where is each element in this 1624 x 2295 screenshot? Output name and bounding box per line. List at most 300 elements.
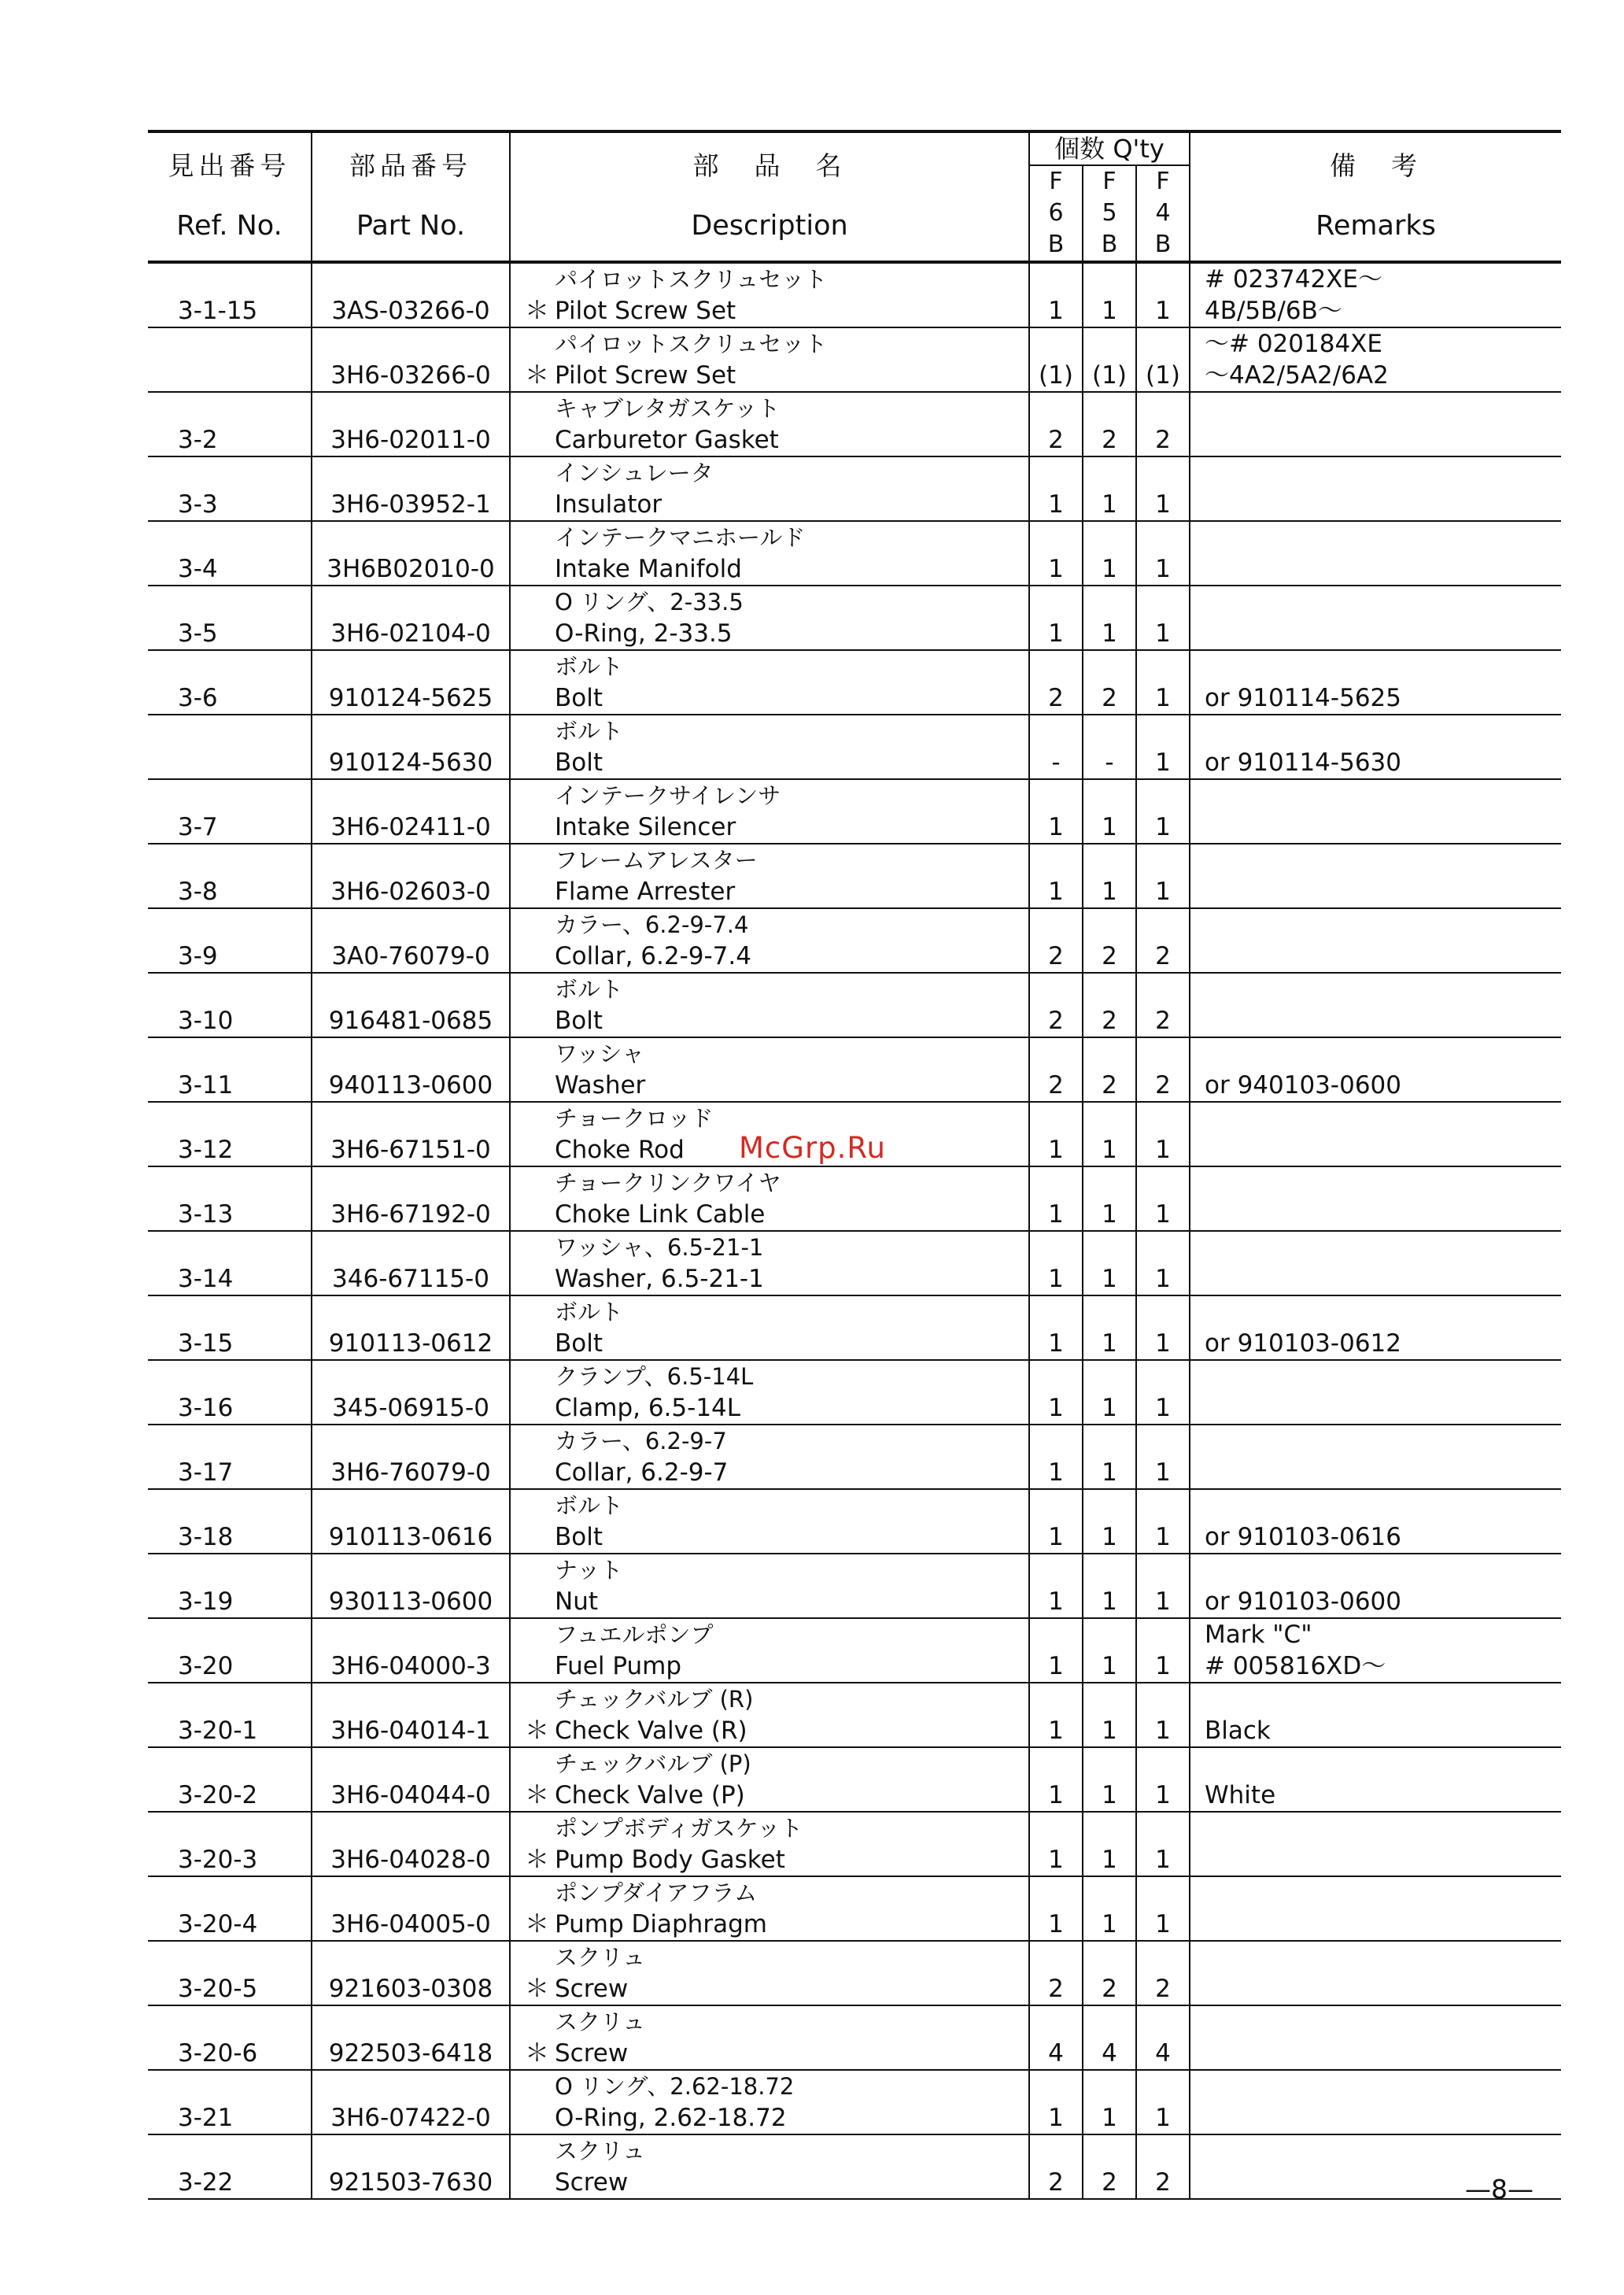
qty-f6b: 2 (1029, 1037, 1083, 1102)
description-jp-text: インテークサイレンサ (555, 782, 781, 809)
remarks (1190, 779, 1561, 844)
ref-no: 3-20-3 (148, 1812, 312, 1876)
qty-f6b: 1 (1029, 1876, 1083, 1941)
description-en-text: Fuel Pump (555, 1652, 681, 1680)
remarks-line-1: 〜# 020184XE (1205, 330, 1382, 358)
description-jp (525, 844, 1028, 876)
remarks-line-2: or 910103-0616 (1205, 1523, 1401, 1551)
header-ref (148, 131, 312, 262)
remarks-line-1 (1205, 1232, 1561, 1263)
remarks-line-1 (1205, 522, 1561, 553)
description-en (525, 489, 1028, 520)
description (510, 1618, 1029, 1683)
description-en-text: Insulator (555, 490, 663, 519)
remarks-line-1 (1205, 2071, 1561, 2102)
description-en-text: Pump Diaphragm (555, 1910, 767, 1938)
remarks (1190, 1941, 1561, 2005)
description-en (525, 295, 1028, 327)
description-en (525, 1650, 1028, 1682)
description-en (525, 1844, 1028, 1876)
qty-f6b: 1 (1029, 779, 1083, 844)
remarks-line-1 (1205, 1167, 1561, 1199)
qty-f4b: 1 (1136, 1231, 1190, 1295)
part-no: 3H6-04014-1 (312, 1683, 510, 1747)
ref-no: 3-19 (148, 1554, 312, 1618)
remarks-line-1: Mark "C" (1205, 1621, 1312, 1649)
ref-no: 3-4 (148, 521, 312, 586)
qty-f4b: 1 (1136, 456, 1190, 521)
qty-f6b-l2: 6 (1048, 199, 1064, 227)
part-no: 3H6-02104-0 (312, 586, 510, 650)
qty-f4b: 2 (1136, 392, 1190, 456)
remarks-line-1 (1205, 1813, 1561, 1844)
description-jp (525, 2006, 1028, 2038)
ref-no: 3-20-2 (148, 1747, 312, 1812)
description-en-text: Carburetor Gasket (555, 426, 779, 454)
remarks-line-2 (1205, 1263, 1561, 1295)
qty-f4b: 1 (1136, 521, 1190, 586)
header-desc-jp: 部 品 名 (692, 150, 847, 181)
table-row (148, 1554, 1561, 1618)
description-en (525, 811, 1028, 843)
table-row (148, 1489, 1561, 1554)
description (510, 1683, 1029, 1747)
ref-no: 3-7 (148, 779, 312, 844)
ref-no: 3-11 (148, 1037, 312, 1102)
description-jp-text: カラー、6.2-9-7 (555, 1428, 727, 1454)
remarks-line-2: Black (1205, 1717, 1271, 1745)
remarks-line-2 (1205, 424, 1561, 456)
part-no: 910124-5625 (312, 650, 510, 715)
remarks-line-2: or 910114-5630 (1205, 748, 1401, 777)
remarks-line-1 (1205, 974, 1561, 1005)
header-part-en: Part No. (356, 210, 466, 242)
description-jp (525, 1942, 1028, 1973)
ref-no: 3-5 (148, 586, 312, 650)
description-en-text: Clamp, 6.5-14L (555, 1394, 741, 1422)
qty-f5b: 1 (1083, 1231, 1136, 1295)
remarks-line-1 (1205, 1942, 1561, 1973)
description-en (525, 1457, 1028, 1488)
qty-f5b: 4 (1083, 2005, 1136, 2070)
qty-f6b: 1 (1029, 1360, 1083, 1425)
ref-no: 3-10 (148, 973, 312, 1037)
qty-f6b: 1 (1029, 1489, 1083, 1554)
part-no: 3H6-76079-0 (312, 1425, 510, 1489)
part-no: 910113-0612 (312, 1295, 510, 1360)
description-en-text: Bolt (555, 684, 603, 712)
remarks (1190, 1037, 1561, 1102)
remarks-line-1 (1205, 1748, 1561, 1779)
description-en (525, 1779, 1028, 1811)
part-no: 3H6-02411-0 (312, 779, 510, 844)
remarks-line-1 (1205, 457, 1561, 489)
remarks (1190, 1360, 1561, 1425)
part-no: 3H6-04000-3 (312, 1618, 510, 1683)
qty-f4b: 2 (1136, 1037, 1190, 1102)
remarks-line-1 (1205, 844, 1561, 876)
description (510, 2005, 1029, 2070)
remarks (1190, 392, 1561, 456)
description (510, 1360, 1029, 1425)
table-row (148, 844, 1561, 908)
qty-f4b: 1 (1136, 1360, 1190, 1425)
qty-f5b: 1 (1083, 1425, 1136, 1489)
remarks-line-2: White (1205, 1781, 1276, 1809)
table-row (148, 2070, 1561, 2134)
table-row (148, 327, 1561, 392)
ref-no: 3-16 (148, 1360, 312, 1425)
header-part-jp: 部品番号 (349, 150, 472, 181)
watermark-text: McGrp.Ru (739, 1131, 886, 1165)
description-jp (525, 264, 1028, 295)
description-jp-text: ワッシャ、6.5-21-1 (555, 1234, 764, 1261)
remarks (1190, 1231, 1561, 1295)
header-qty-title: 個数 Q'ty (1029, 131, 1190, 165)
description-jp (525, 2071, 1028, 2102)
remarks-line-1 (1205, 715, 1561, 747)
remarks (1190, 844, 1561, 908)
description (510, 973, 1029, 1037)
description-en (525, 1521, 1028, 1553)
qty-f4b: 1 (1136, 1683, 1190, 1747)
remarks (1190, 586, 1561, 650)
part-no: 346-67115-0 (312, 1231, 510, 1295)
description-en-text: Bolt (555, 1007, 603, 1035)
ref-no: 3-9 (148, 908, 312, 973)
part-no: 921603-0308 (312, 1941, 510, 2005)
remarks (1190, 908, 1561, 973)
part-no: 3H6-67151-0 (312, 1102, 510, 1166)
remarks-line-2 (1205, 1909, 1561, 1940)
remarks-line-2 (1205, 1134, 1561, 1166)
remarks-line-1 (1205, 1103, 1561, 1134)
description-jp-text: チェックバルブ (R) (555, 1686, 754, 1713)
description-jp (525, 522, 1028, 553)
qty-f5b: 1 (1083, 586, 1136, 650)
qty-f6b: 1 (1029, 586, 1083, 650)
remarks-line-2: 4B/5B/6B〜 (1205, 297, 1342, 325)
qty-f5b: 1 (1083, 1876, 1136, 1941)
description-en (525, 1715, 1028, 1746)
remarks-line-2: or 910103-0600 (1205, 1587, 1401, 1616)
table-row (148, 1941, 1561, 2005)
qty-f5b: (1) (1083, 327, 1136, 392)
description-jp (525, 1619, 1028, 1650)
page-number: —8— (1465, 2174, 1534, 2204)
remarks-line-2 (1205, 2102, 1561, 2134)
description (510, 1231, 1029, 1295)
qty-f5b: 2 (1083, 1037, 1136, 1102)
qty-f5b: 1 (1083, 1812, 1136, 1876)
description-en-text: Pilot Screw Set (555, 361, 736, 390)
part-no: 3H6-02603-0 (312, 844, 510, 908)
part-no: 921503-7630 (312, 2134, 510, 2199)
description-jp (525, 1683, 1028, 1715)
remarks (1190, 1102, 1561, 1166)
asterisk-mark: ＊ (525, 1910, 549, 1938)
qty-f4b: 2 (1136, 1941, 1190, 2005)
qty-f4b: 4 (1136, 2005, 1190, 2070)
description-jp (525, 974, 1028, 1005)
remarks (1190, 1554, 1561, 1618)
qty-f6b: 2 (1029, 1941, 1083, 2005)
qty-f4b: 1 (1136, 1747, 1190, 1812)
remarks-line-2 (1205, 941, 1561, 972)
description-en-text: Choke Rod (555, 1136, 685, 1164)
remarks-line-2 (1205, 1457, 1561, 1488)
description-jp (525, 1232, 1028, 1263)
description-en-text: Check Valve (P) (555, 1781, 745, 1809)
qty-f5b: 1 (1083, 1618, 1136, 1683)
part-no: 3H6-02011-0 (312, 392, 510, 456)
description (510, 2134, 1029, 2199)
qty-f6b: 1 (1029, 1683, 1083, 1747)
remarks-line-1 (1205, 1038, 1561, 1070)
description-jp (525, 1748, 1028, 1779)
remarks-line-2: or 910103-0612 (1205, 1329, 1401, 1358)
remarks-line-2 (1205, 553, 1561, 585)
header-remarks (1190, 131, 1561, 262)
description-en-text: Nut (555, 1587, 598, 1616)
description-en-text: Screw (555, 1975, 629, 2003)
remarks-line-2: 〜4A2/5A2/6A2 (1205, 361, 1389, 390)
qty-f4b: 1 (1136, 1295, 1190, 1360)
description-jp (525, 1877, 1028, 1909)
description-en (525, 876, 1028, 907)
description-en-text: Pilot Screw Set (555, 297, 736, 325)
description-en-text: Check Valve (R) (555, 1717, 747, 1745)
asterisk-mark: ＊ (525, 1975, 549, 2003)
description-jp-text: ポンプボディガスケット (555, 1815, 803, 1842)
description (510, 327, 1029, 392)
qty-f5b: 1 (1083, 1554, 1136, 1618)
remarks-line-1 (1205, 1683, 1561, 1715)
table-row (148, 521, 1561, 586)
remarks-line-2 (1205, 2038, 1561, 2069)
description-jp-text: キャブレタガスケット (555, 395, 781, 422)
qty-f6b: 1 (1029, 262, 1083, 327)
description (510, 521, 1029, 586)
qty-f6b: 2 (1029, 392, 1083, 456)
ref-no: 3-15 (148, 1295, 312, 1360)
table-row (148, 2134, 1561, 2199)
qty-f5b: 1 (1083, 1683, 1136, 1747)
qty-f4b: 1 (1136, 1876, 1190, 1941)
qty-f6b: 2 (1029, 908, 1083, 973)
ref-no (148, 327, 312, 392)
qty-f4b: (1) (1136, 327, 1190, 392)
qty-f6b: 1 (1029, 1102, 1083, 1166)
remarks-line-2 (1205, 1392, 1561, 1424)
ref-no: 3-12 (148, 1102, 312, 1166)
description-jp (525, 651, 1028, 682)
description-jp-text: ボルト (555, 718, 624, 745)
qty-f4b: 1 (1136, 262, 1190, 327)
qty-f6b: 1 (1029, 1618, 1083, 1683)
description (510, 1489, 1029, 1554)
remarks-line-1 (1205, 1296, 1561, 1328)
remarks-line-2 (1205, 1844, 1561, 1876)
asterisk-mark: ＊ (525, 1717, 549, 1745)
qty-f4b: 1 (1136, 1554, 1190, 1618)
ref-no: 3-20-6 (148, 2005, 312, 2070)
description-en-text: Intake Manifold (555, 555, 742, 583)
qty-f5b: 1 (1083, 521, 1136, 586)
description (510, 650, 1029, 715)
description-en (525, 747, 1028, 778)
description-jp (525, 909, 1028, 941)
remarks-line-1 (1205, 651, 1561, 682)
qty-f4b: 1 (1136, 2070, 1190, 2134)
description-jp (525, 715, 1028, 747)
description-jp (525, 1038, 1028, 1070)
ref-no: 3-20-4 (148, 1876, 312, 1941)
description-en-text: Screw (555, 2168, 629, 2197)
qty-f5b-l1: F (1102, 168, 1116, 195)
remarks (1190, 1425, 1561, 1489)
remarks (1190, 2070, 1561, 2134)
table-row (148, 1166, 1561, 1231)
description-en (525, 424, 1028, 456)
header-qty-f5b (1083, 165, 1136, 262)
description (510, 908, 1029, 973)
table-row (148, 262, 1561, 327)
qty-f5b: 1 (1083, 2070, 1136, 2134)
description-jp-text: カラー、6.2-9-7.4 (555, 911, 749, 938)
description (510, 1425, 1029, 1489)
part-no: 940113-0600 (312, 1037, 510, 1102)
description-en-text: Collar, 6.2-9-7.4 (555, 942, 751, 970)
table-row (148, 392, 1561, 456)
description-jp-text: インシュレータ (555, 460, 714, 486)
description (510, 2070, 1029, 2134)
description (510, 1295, 1029, 1360)
ref-no: 3-2 (148, 392, 312, 456)
qty-f6b: 2 (1029, 2134, 1083, 2199)
qty-f4b: 1 (1136, 1812, 1190, 1876)
remarks-line-1 (1205, 1490, 1561, 1521)
description-jp-text: チョークロッド (555, 1105, 714, 1132)
table-row (148, 456, 1561, 521)
remarks-line-1 (1205, 586, 1561, 618)
description-jp-text: クランプ、6.5-14L (555, 1363, 754, 1390)
remarks (1190, 650, 1561, 715)
remarks (1190, 973, 1561, 1037)
qty-f5b: 1 (1083, 1747, 1136, 1812)
remarks-line-1 (1205, 909, 1561, 941)
description-jp-text: フレームアレスター (555, 847, 758, 874)
remarks-line-2 (1205, 618, 1561, 649)
description-jp-text: スクリュ (555, 1944, 646, 1971)
description-en (525, 1070, 1028, 1101)
qty-f5b: 1 (1083, 1360, 1136, 1425)
qty-f5b: 2 (1083, 973, 1136, 1037)
description (510, 1941, 1029, 2005)
table-row (148, 1618, 1561, 1683)
description-jp (525, 780, 1028, 811)
parts-table (148, 130, 1561, 2200)
part-no: 930113-0600 (312, 1554, 510, 1618)
ref-no: 3-20 (148, 1618, 312, 1683)
remarks-line-2: or 910114-5625 (1205, 684, 1401, 712)
table-row (148, 908, 1561, 973)
table-header (148, 131, 1561, 262)
description-jp-text: チェックバルブ (P) (555, 1750, 751, 1777)
description-en-text: Intake Silencer (555, 813, 736, 841)
description-jp-text: チョークリンクワイヤ (555, 1170, 781, 1196)
qty-f5b-l3: B (1101, 231, 1118, 258)
asterisk-mark: ＊ (525, 1846, 549, 1874)
qty-f4b: 2 (1136, 908, 1190, 973)
qty-f5b: 1 (1083, 844, 1136, 908)
description-en-text: Washer (555, 1071, 646, 1099)
description-jp-text: O リング、2-33.5 (555, 589, 744, 615)
qty-f5b: 2 (1083, 1941, 1136, 2005)
description-en-text: Flame Arrester (555, 878, 736, 906)
table-row (148, 1037, 1561, 1102)
description (510, 1747, 1029, 1812)
header-ref-en: Ref. No. (176, 210, 282, 242)
description-jp-text: パイロットスクリュセット (555, 266, 828, 293)
description-jp-text: ポンプダイアフラム (555, 1879, 758, 1906)
description-en (525, 2167, 1028, 2198)
remarks (1190, 327, 1561, 392)
table-row (148, 1360, 1561, 1425)
remarks (1190, 1166, 1561, 1231)
description (510, 586, 1029, 650)
remarks-line-1 (1205, 1361, 1561, 1392)
qty-f4b: 1 (1136, 779, 1190, 844)
qty-f6b: 1 (1029, 1747, 1083, 1812)
description-en-text: Screw (555, 2039, 629, 2068)
qty-f5b: 2 (1083, 392, 1136, 456)
qty-f4b: 2 (1136, 973, 1190, 1037)
qty-f6b: 1 (1029, 1554, 1083, 1618)
description-jp (525, 328, 1028, 360)
part-no: 3H6-04028-0 (312, 1812, 510, 1876)
description-jp (525, 2135, 1028, 2167)
asterisk-mark: ＊ (525, 1781, 549, 1809)
description-jp-text: ワッシャ (555, 1040, 644, 1067)
qty-f6b: 1 (1029, 521, 1083, 586)
description-en-text: Bolt (555, 748, 603, 777)
description-en (525, 553, 1028, 585)
qty-f4b: 1 (1136, 715, 1190, 779)
qty-f5b: 1 (1083, 456, 1136, 521)
ref-no: 3-22 (148, 2134, 312, 2199)
asterisk-mark: ＊ (525, 297, 549, 325)
part-no: 910124-5630 (312, 715, 510, 779)
description-jp-text: ボルト (555, 653, 624, 680)
description-jp-text: スクリュ (555, 2009, 646, 2035)
description (510, 844, 1029, 908)
header-qty-f6b (1029, 165, 1083, 262)
qty-f6b: 1 (1029, 456, 1083, 521)
table-row (148, 715, 1561, 779)
qty-f5b: 2 (1083, 2134, 1136, 2199)
part-no: 922503-6418 (312, 2005, 510, 2070)
qty-f4b: 1 (1136, 1618, 1190, 1683)
description-en (525, 1199, 1028, 1230)
description-jp-text: ボルト (555, 976, 624, 1003)
remarks (1190, 1812, 1561, 1876)
remarks-line-1 (1205, 1425, 1561, 1457)
qty-f4b: 1 (1136, 650, 1190, 715)
table-row (148, 779, 1561, 844)
ref-no: 3-13 (148, 1166, 312, 1231)
remarks-line-1 (1205, 1877, 1561, 1909)
